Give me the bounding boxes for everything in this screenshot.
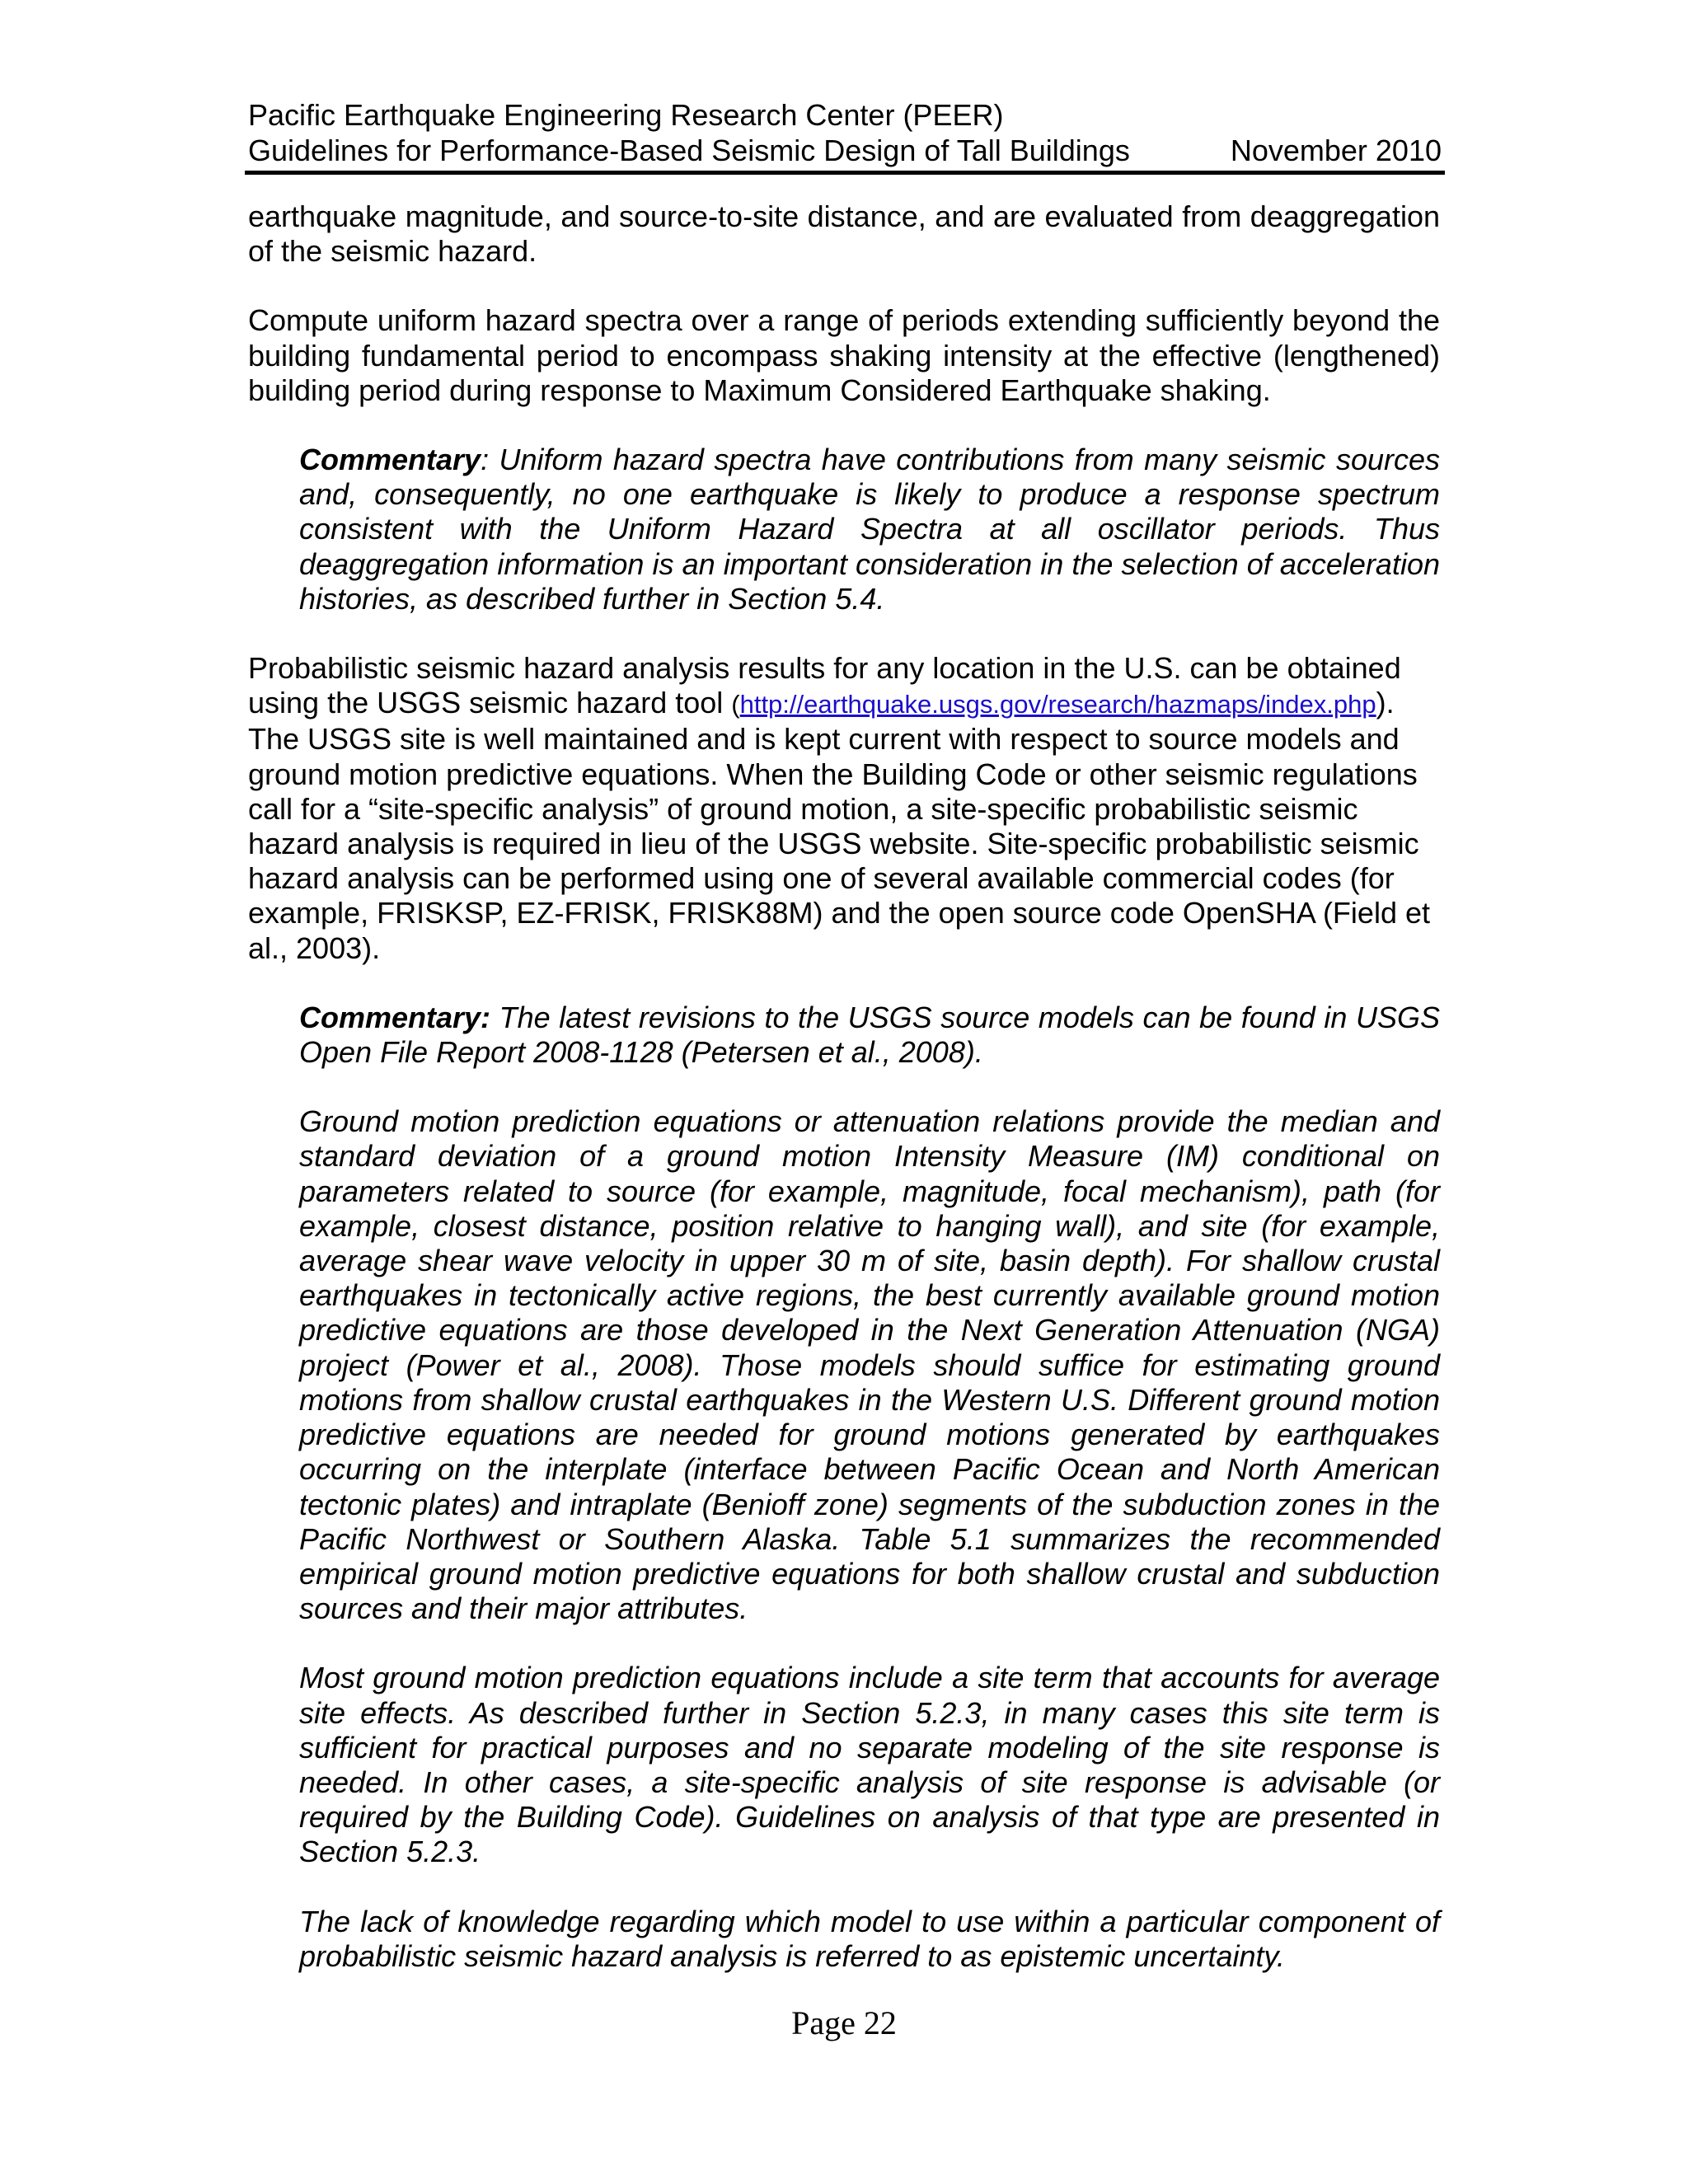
- commentary-paragraph-1: [299, 443, 1440, 616]
- header-title-row: [248, 133, 1442, 168]
- header-date: November 2010: [1230, 134, 1442, 167]
- commentary-colon: :: [481, 443, 499, 477]
- link-paren-open: (: [731, 690, 740, 719]
- body-paragraph-3-line-2: using the USGS seismic hazard tool: [248, 686, 732, 720]
- commentary-paragraph-5: The lack of knowledge regarding which model to use within a particular component of probabilistic seismic hazard analysis is referred to as epistemic uncertainty.: [299, 1904, 1440, 1973]
- commentary-paragraph-4: Most ground motion prediction equations include a site term that accounts for average site effects. As described further in Section 5.2.3, in many cases this site term is sufficient for practical purposes and no separate modeling of the site response is needed. In other cases, a site-specific analysis of site response is advisable (or required by the Building Code). Guidelines on analysis of that type are presented in Section 5.2.3.: [299, 1661, 1440, 1869]
- body-paragraph-3-rest: The USGS site is well maintained and is kept current with respect to source models and ground motion predictive equations. When the Building Code or other seismic regulations call for a “site-specific analysis” of ground motion, a site-specific probabilistic seismic hazard analysis is required in lieu of the USGS website. Site-specific probabilistic seismic hazard analysis can be performed using one of several available commercial codes (for example, FRISKSP, EZ-FRISK, FRISK88M) and the open source code OpenSHA (Field et al., 2003).: [248, 722, 1430, 965]
- usgs-hazard-tool-link[interactable]: http://earthquake.usgs.gov/research/hazmaps/index.php: [739, 690, 1376, 719]
- page-number: Page 22: [791, 2004, 897, 2041]
- body-paragraph-1: earthquake magnitude, and source-to-site distance, and are evaluated from deaggregation of the seismic hazard.: [248, 199, 1440, 269]
- header-divider: [245, 171, 1445, 175]
- page-content: [248, 199, 1440, 2008]
- commentary-label: Commentary:: [299, 1000, 491, 1034]
- header-organization: Pacific Earthquake Engineering Research Center (PEER): [248, 98, 1004, 132]
- link-paren-close: ).: [1376, 686, 1395, 720]
- commentary-text: The latest revisions to the USGS source models can be found in USGS Open File Report 2008-1128 (Petersen et al., 2008).: [299, 1000, 1440, 1070]
- body-paragraph-3: [248, 651, 1440, 966]
- header-document-title: Guidelines for Performance-Based Seismic Design of Tall Buildings: [248, 134, 1130, 167]
- body-paragraph-3-line-1: Probabilistic seismic hazard analysis results for any location in the U.S. can be obtained: [248, 651, 1401, 686]
- commentary-label: Commentary: [299, 443, 481, 477]
- commentary-paragraph-3: Ground motion prediction equations or attenuation relations provide the median and standard deviation of a ground motion Intensity Measure (IM) conditional on parameters related to source (for example, magnitude, focal mechanism), path (for example, closest distance, position relative to hanging wall), and site (for example, average shear wave velocity in upper 30 m of site, basin depth). For shallow crustal earthquakes in tectonically active regions, the best currently available ground motion predictive equations are those developed in the Next Generation Attenuation (NGA) project (Power et al., 2008). Those models should suffice for estimating ground motions from shallow crustal earthquakes in the Western U.S. Different ground motion predictive equations are needed for ground motions generated by earthquakes occurring on the interplate (interface between Pacific Ocean and North American tectonic plates) and intraplate (Benioff zone) segments of the subduction zones in the Pacific Northwest or Southern Alaska. Table 5.1 summarizes the recommended empirical ground motion predictive equations for both shallow crustal and subduction sources and their major attributes.: [299, 1104, 1440, 1626]
- body-paragraph-2: Compute uniform hazard spectra over a range of periods extending sufficiently beyond the building fundamental period to encompass shaking intensity at the effective (lengthened) building period during response to Maximum Considered Earthquake shaking.: [248, 303, 1440, 407]
- commentary-paragraph-2: [299, 1001, 1440, 1070]
- commentary-text: Uniform hazard spectra have contributions from many seismic sources and, consequently, no one earthquake is likely to produce a response spectrum consistent with the Uniform Hazard Spectra at all oscillator periods. Thus deaggregation information is an important consideration in the selection of acceleration histories, as described further in Section 5.4.: [299, 443, 1440, 616]
- page-header: [248, 97, 1442, 168]
